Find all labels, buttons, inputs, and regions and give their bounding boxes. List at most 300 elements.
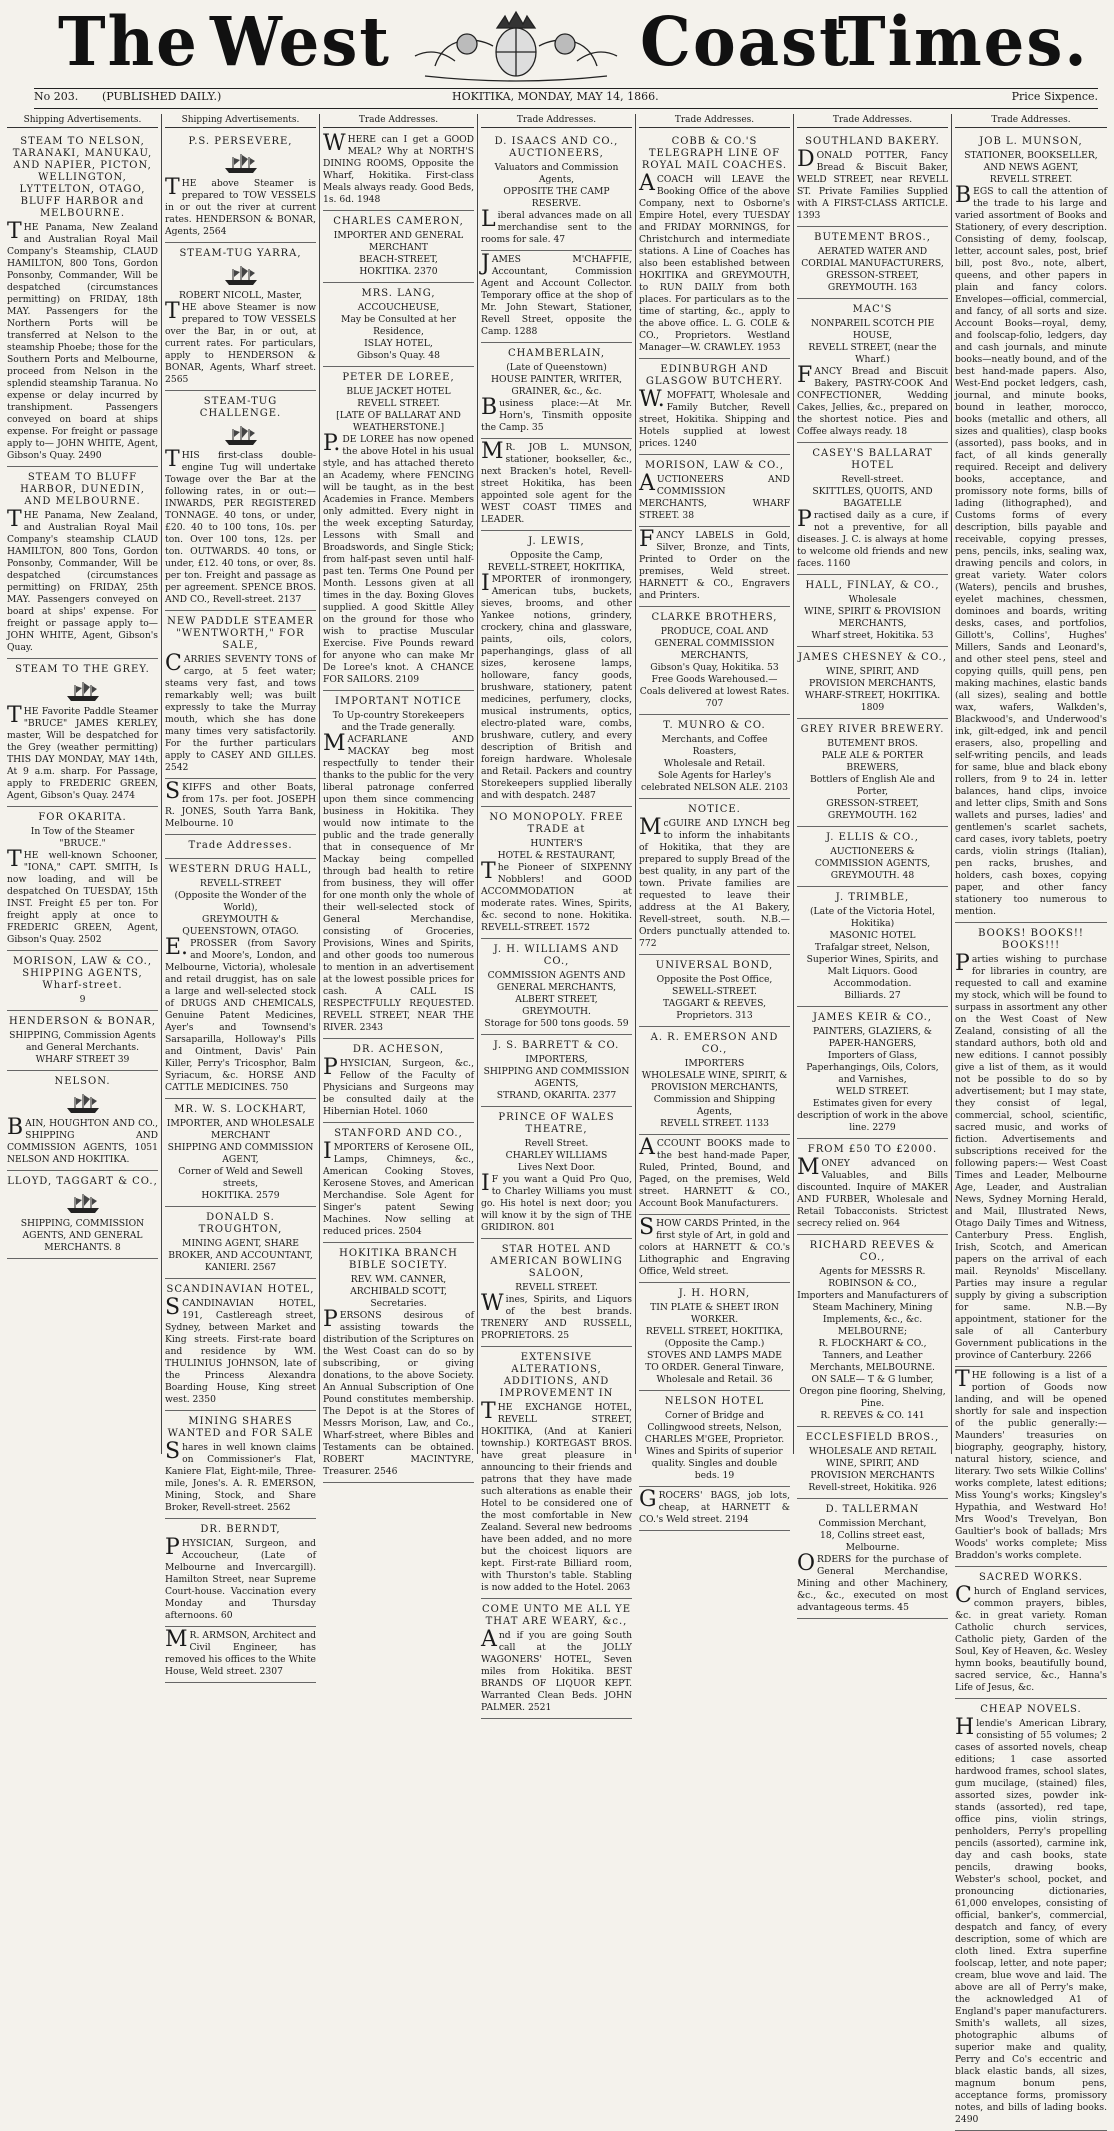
advertisement-title: COBB & CO.'S TELEGRAPH LINE OF ROYAL MAIL COACHES.	[641, 136, 788, 171]
advertisement	[323, 1039, 474, 1123]
advertisement-line: TIN PLATE & SHEET IRON WORKER.	[650, 1302, 779, 1325]
advertisement-line: Storage for 500 tons goods. 59	[484, 1018, 629, 1029]
advertisement-line: Trafalgar street, Nelson,	[814, 942, 931, 953]
masthead-word-the: The	[58, 3, 199, 82]
advertisement	[639, 1391, 790, 1487]
advertisement-line: GREYMOUTH. 48	[830, 870, 915, 881]
advertisement-line: PRODUCE, COAL AND GENERAL COMMISSION MERCHANTS,	[654, 626, 775, 661]
advertisement	[165, 131, 316, 243]
advertisement	[639, 955, 790, 1027]
advertisement-line: Sole Agents for Harley's celebrated NELSON ALE. 2103	[641, 770, 788, 793]
advertisement-line: (Opposite the Camp.)	[664, 1338, 765, 1349]
advertisement-title: T. MUNRO & CO.	[663, 720, 766, 731]
advertisement-line: GRESSON-STREET, GREYMOUTH. 162	[826, 798, 919, 821]
columns	[4, 114, 1110, 2125]
advertisement-title: BUTEMENT BROS.,	[814, 232, 931, 243]
dateline: HOKITIKA, MONDAY, MAY 14, 1866.	[452, 90, 659, 103]
advertisement-line: SHIPPING AND COMMISSION AGENTS,	[483, 1066, 630, 1089]
advertisement-body: Parties wishing to purchase for libraries in country, are requested to call and examine my stock, which will be found to surpass in assortment any other on the West Coast of New Zealand, consisting of all the standard authors, both old and new editions. I cannot possibly give a list of them, as it would not be possible to do so by advertisement; but I may state, they consist of legal, commercial, school, scientific, sacred music, and works of fiction. Advertisements and subscriptions received for the following papers:— West Coast Times and Leader, Melbourne Age, Leader, and Australian News, Sydney Morning Herald, and Mail, Illustrated News, Otago Daily Times and Witness, Canterbury Press. English, Irish, Scotch, and American papers on the arrival of each mail. Reynolds' Miscellany. Parties may insure a regular supply by giving a subscription for same. N.B.—By appointment, stationer for the sale of all Canterbury Government publications in the province of Canterbury. 2266	[955, 951, 1107, 1361]
advertisement	[639, 527, 790, 607]
advertisement-body: IMPORTER of ironmongery, American tubs, buckets, sieves, brooms, and other Yankee notions, grindery, crockery, china and glassware, paints, oils, colors, paperhangings, glass of all sizes, kerosene lamps, holloware, fancy goods, brushware, stationery, patent medicines, perfumery, clocks, musical instruments, optics, electro-plated ware, combs, brushware, cutlery, and every description of British and foreign hardware. Wholesale and Retail. Packers and country Storekeepers supplied liberally and with despatch. 2487	[481, 571, 632, 801]
advertisement	[797, 443, 948, 575]
advertisement-line: NONPAREIL SCOTCH PIE HOUSE,	[810, 318, 935, 341]
steamship-icon	[165, 424, 316, 446]
advertisement-title: JOB L. MUNSON,	[979, 136, 1083, 147]
advertisement	[7, 131, 158, 467]
advertisement-body: The Pioneer of SIXPENNY Nobblers! and GOOD ACCOMMODATION at moderate rates. Wines, Spirits, &c. second to none. Hokitika. REVELL-STREET. 1572	[481, 859, 632, 933]
advertisement	[7, 659, 158, 807]
advertisement-title: J. TRIMBLE,	[835, 892, 910, 903]
advertisement-line: AERATED WATER AND CORDIAL MANUFACTURERS,	[801, 246, 944, 269]
advertisement-line: REVELL-STREET, HOKITIKA,	[487, 562, 626, 573]
steamship-icon	[7, 680, 158, 702]
advertisement-line: STATIONER, BOOKSELLER, AND NEWS AGENT,	[964, 150, 1098, 173]
advertisement-title: MAC'S	[852, 304, 893, 315]
advertisement-title: NO MONOPOLY. FREE TRADE at	[489, 812, 624, 835]
advertisement-line: R. FLOCKHART & CO., Tanners, and Leather Merchants, MELBOURNE.	[810, 1338, 935, 1373]
advertisement	[323, 1123, 474, 1243]
advertisement-line: ON SALE— T & G lumber, Oregon pine flooring, Shelving, Pine.	[799, 1374, 946, 1409]
advertisement-line: REVELL STREET.	[515, 1282, 598, 1293]
advertisement-line: MASONIC HOTEL	[829, 930, 916, 941]
advertisement-title: MORISON, LAW & CO., SHIPPING AGENTS, Wharf-street.	[12, 956, 153, 991]
steamship-icon	[165, 152, 316, 174]
advertisement-title: D. TALLERMAN	[825, 1504, 920, 1515]
advertisement-title: D. ISAACS AND CO., AUCTIONEERS,	[494, 136, 619, 159]
advertisement-line: WHOLESALE WINE, SPIRIT, & PROVISION MERCHANTS,	[641, 1070, 788, 1093]
advertisement-title: J. LEWIS,	[528, 536, 585, 547]
advertisement-title: CHARLES CAMERON,	[333, 216, 464, 227]
advertisement	[639, 1215, 790, 1283]
advertisement	[639, 455, 790, 527]
advertisement-title: SOUTHLAND BAKERY.	[805, 136, 940, 147]
advertisement-title: EDINBURGH AND GLASGOW BUTCHERY.	[645, 364, 784, 387]
advertisement	[797, 1139, 948, 1235]
advertisement-line: Valuators and Commission Agents,	[494, 162, 619, 185]
advertisement	[797, 1007, 948, 1139]
newspaper-column	[320, 114, 478, 1477]
advertisement-title: FOR OKARITA.	[38, 812, 127, 823]
advertisement-body: BAIN, HOUGHTON AND CO., SHIPPING AND COMMISSION AGENTS, 1051 NELSON AND HOKITIKA.	[7, 1115, 158, 1165]
advertisement-title: J. S. BARRETT & CO.	[493, 1040, 620, 1051]
advertisement-body: Liberal advances made on all merchandise sent to the rooms for sale. 47	[481, 207, 632, 245]
advertisement	[7, 807, 158, 951]
steamship-icon	[7, 1092, 158, 1114]
advertisement	[323, 691, 474, 1039]
advertisement-line: HOKITIKA. 2370	[359, 266, 438, 277]
advertisement-line: Agents for MESSRS R. ROBINSON & CO.,	[819, 1266, 926, 1289]
advertisement-title: CLARKE BROTHERS,	[651, 612, 778, 623]
advertisement-title: STEAM TO BLUFF HARBOR, DUNEDIN, AND MELBOURNE.	[20, 472, 145, 507]
advertisement	[165, 835, 316, 859]
advertisement-title: A. R. EMERSON AND CO.,	[650, 1032, 779, 1055]
advertisement-body: Wines, Spirits, and Liquors of the best brands. TRENERY AND RUSSELL, PROPRIETORS. 25	[481, 1291, 632, 1341]
advertisement-body: THE above Steamer is now prepared to TOW VESSELS over the Bar, in or out, at current rates. For particulars, apply to HENDERSON & BONAR, Agents, Wharf street. 2565	[165, 299, 316, 385]
newspaper-column	[162, 114, 320, 1677]
advertisement-body: ACCOUNT BOOKS made to the best hand-made Paper, Ruled, Printed, Bound, and Paged, on the premises, Weld street. HARNETT & CO., Account Book Manufacturers.	[639, 1135, 790, 1209]
issue-rule	[34, 108, 1098, 109]
advertisement-line: SHIPPING AND COMMISSION AGENT,	[167, 1142, 314, 1165]
advertisement-body: THE above Steamer is prepared to TOW VESSELS in or out the river at current rates. HENDERSON & BONAR, Agents, 2564	[165, 175, 316, 237]
advertisement	[639, 1135, 790, 1215]
advertisement-title: J. H. HORN,	[678, 1288, 751, 1299]
advertisement-line: Opposite the Post Office,	[656, 974, 773, 985]
advertisement	[955, 923, 1107, 1367]
advertisement-title: UNIVERSAL BOND,	[655, 960, 774, 971]
advertisement-line: Wharf street, Hokitika. 53	[811, 630, 934, 641]
advertisement-body: Practised daily as a cure, if not a preventive, for all diseases. J. C. is always at home to welcome old friends and new faces. 1160	[797, 507, 948, 569]
advertisement	[7, 1071, 158, 1171]
advertisement-line: GRESSON-STREET, GREYMOUTH. 163	[826, 270, 919, 293]
advertisement-line: ROBERT NICOLL, Master,	[178, 290, 303, 301]
advertisement	[165, 859, 316, 1099]
advertisement-line: ISLAY HOTEL,	[364, 338, 433, 349]
advertisement-body: And if you are going South call at the JOLLY WAGONERS' HOTEL, Seven miles from Hokitika. BEST BRANDS OF LIQUOR KEPT. Warranted Clean Beds. JOHN PALMER. 2521	[481, 1627, 632, 1713]
advertisement	[639, 715, 790, 799]
advertisement-title: STEAM-TUG CHALLENGE.	[199, 396, 282, 419]
advertisement-line: Revell-street.	[841, 474, 904, 485]
advertisement	[797, 1499, 948, 1619]
masthead-word-west: West	[210, 3, 391, 82]
column-heading: Trade Addresses.	[797, 114, 948, 128]
advertisement	[481, 343, 632, 439]
masthead	[0, 0, 1114, 86]
advertisement-line: IMPORTERS	[684, 1058, 745, 1069]
advertisement-line: WHARF STREET 39	[35, 1054, 130, 1065]
advertisement-line: HOKITIKA. 2579	[201, 1190, 280, 1201]
advertisement-title: NOTICE.	[688, 804, 741, 815]
advertisement-line: WINE, SPIRIT, AND PROVISION MERCHANTS,	[809, 666, 936, 689]
advertisement-body: MR. JOB L. MUNSON, stationer, bookseller, &c., next Bracken's hotel, Revell-street Hokitika, has been appointed sole agent for the WEST COAST TIMES and LEADER.	[481, 439, 632, 525]
advertisement	[639, 131, 790, 359]
advertisement-body: Church of England services, common prayers, bibles, &c. in great variety. Roman Catholic church services, Catholic piety, Garden of the Soul, Key of Heaven, &c. Wesley hymn books, beautifully bound, sacred service, &c., Hanna's Life of Jesus, &c.	[955, 1583, 1107, 1693]
advertisement	[639, 1487, 790, 1531]
advertisement-body: IMPORTERS of Kerosene OIL, Lamps, Chimneys, &c., American Cooking Stoves, Kerosene Stoves, and American Merchandise. Sole Agent for Singer's patent Sewing Machines. Now selling at reduced prices. 2504	[323, 1139, 474, 1237]
advertisement-line: In Tow of the Steamer "BRUCE."	[30, 826, 135, 849]
advertisement-line: Merchants, and Coffee Roasters,	[661, 734, 768, 757]
advertisement-title: CHAMBERLAIN,	[507, 348, 606, 359]
advertisement-body: P.DE LOREE has now opened the above Hotel in his usual style, and has attached thereto an Academy, where FENCING will be taught, as in the best Academies in France. Members only admitted. Every night in the week excepting Saturday, Lessons with Small and Broadswords, and Single Stick; from half-past seven until half-past ten. Terms One Pound per Month. Lessons given at all times in the day. Boxing Gloves supplied. A good Skittle Alley on the ground for those who wish to practise Muscular Exercise. Five Pounds reward for anyone who can make Mr De Loree's knot. A CHANCE FOR SAILORS. 2109	[323, 431, 474, 685]
advertisement-title: CASEY'S BALLARAT HOTEL	[812, 448, 933, 471]
advertisement-line: HUNTER'S	[530, 838, 583, 849]
royal-crest-icon	[405, 6, 627, 82]
advertisement-line: HOUSE PAINTER, WRITER, GRAINER, &c., &c.	[490, 374, 623, 397]
advertisement-line: Gibson's Quay, Hokitika. 53	[650, 662, 779, 673]
advertisement-title: WESTERN DRUG HALL,	[168, 864, 313, 875]
advertisement	[7, 1011, 158, 1071]
advertisement	[481, 1347, 632, 1599]
advertisement	[639, 1283, 790, 1391]
column-heading: Shipping Advertisements.	[7, 114, 158, 128]
advertisement-body: MR. ARMSON, Architect and Civil Engineer, has removed his offices to the White House, Weld street. 2307	[165, 1627, 316, 1677]
advertisement-body: THE well-known Schooner, "IONA," CAPT. SMITH, Is now loading, and will be despatched On TUESDAY, 15th INST. Freight £5 per ton. For freight apply at once to FREDERIC GREEN, Agent, Gibson's Quay. 2502	[7, 847, 158, 945]
advertisement-body: DONALD POTTER, Fancy Bread & Biscuit Baker, WELD STREET, near REVELL ST. Private Families Supplied with A FIRST-CLASS ARTICLE. 1393	[797, 147, 948, 221]
advertisement-line: Commission and Shipping Agents,	[653, 1094, 776, 1117]
advertisement-line: GREYMOUTH & QUEENSTOWN, OTAGO.	[182, 914, 299, 937]
advertisement	[797, 827, 948, 887]
advertisement-body: W.MOFFATT, Wholesale and Family Butcher, Revell street, Hokitika. Shipping and Hotels supplied at lowest prices. 1240	[639, 387, 790, 449]
advertisement-line: SHIPPING, COMMISSION AGENTS, AND GENERAL MERCHANTS. 8	[20, 1218, 145, 1253]
advertisement	[955, 1567, 1107, 1699]
advertisement-line: To Up-country Storekeepers and the Trade generally.	[332, 710, 465, 733]
advertisement-body: PHYSICIAN, Surgeon, and Accoucheur, (Late of Melbourne and Invercargill). Hamilton Street, near Supreme Court-house. Vaccination every Monday and Thursday afternoons. 60	[165, 1535, 316, 1621]
advertisement-line: Corner of Bridge and Collingwood streets, Nelson,	[647, 1410, 782, 1433]
advertisement	[323, 1243, 474, 1483]
advertisement-body: THE EXCHANGE HOTEL, REVELL STREET, HOKITIKA, (And at Kanieri township.) KORTEGAST BROS. have great pleasure in announcing to their friends and patrons that they have made such alterations as enable their Hotel to be considered one of the most comfortable in New Zealand. Several new bedrooms have been added, and no more but the choicest liquors are kept. First-rate Billiard room, with Thurston's table. Stabling is now added to the Hotel. 2063	[481, 1399, 632, 1593]
advertisement-title: MRS. LANG,	[361, 288, 436, 299]
advertisement-title: DR. ACHESON,	[352, 1044, 445, 1055]
advertisement-line: KANIERI. 2567	[204, 1262, 277, 1273]
steamship-icon	[165, 264, 316, 286]
advertisement-title: Trade Addresses.	[188, 840, 293, 851]
newspaper-column	[4, 114, 162, 1454]
advertisement-line: (Opposite the Wonder of the World),	[174, 890, 307, 913]
advertisement-body: MACFARLANE AND MACKAY beg most respectfully to tender their thanks to the public for the very liberal patronage conferred upon them since commencing business in Hokitika. They would now intimate to the public and the trade generally that in consequence of Mr Mackay being compelled through bad health to retire from business, they will offer for one month only the whole of their well-selected stock of General Merchandise, consisting of Groceries, Provisions, Wines and Spirits, and other goods too numerous to mention in an advertisement at the lowest possible prices for cash. A CALL IS RESPECTFULLY REQUESTED. REVELL STREET, NEAR THE RIVER. 2343	[323, 731, 474, 1033]
advertisement-line: Wholesale	[848, 594, 897, 605]
advertisement-line: WHOLESALE AND RETAIL	[808, 1446, 937, 1457]
advertisement-line: Revell Street.	[524, 1138, 589, 1149]
advertisement-title: BOOKS! BOOKS!! BOOKS!!!	[978, 928, 1084, 951]
advertisement-line: PAINTERS, GLAZIERS, & PAPER-HANGERS,	[813, 1026, 932, 1049]
advertisement-line: Corner of Weld and Sewell streets,	[178, 1166, 303, 1189]
advertisement-title: STEAM-TUG YARRA,	[179, 248, 302, 259]
column-heading: Trade Addresses.	[481, 114, 632, 128]
advertisement-line: 9	[79, 994, 86, 1005]
advertisement-line: REVELL STREET. 1133	[660, 1118, 769, 1129]
advertisement-line: REVELL STREET, HOKITIKA,	[645, 1326, 784, 1337]
advertisement-body: PERSONS desirous of assisting towards the distribution of the Scriptures on the West Coast can do so by subscribing, or giving donations, to the above Society. An Annual Subscription of One Pound constitutes membership. The Depot is at the Stores of Messrs Morison, Law, and Co., Wharf-street, where Bibles and Testaments can be obtained. ROBERT MACINTYRE, Treasurer. 2546	[323, 1307, 474, 1477]
advertisement-title: MORISON, LAW & CO.,	[644, 460, 785, 471]
advertisement	[639, 607, 790, 715]
issue-bar	[34, 90, 1098, 106]
advertisement-title: SCANDINAVIAN HOTEL,	[166, 1284, 315, 1295]
advertisement-line: AUCTIONEERS & COMMISSION AGENTS,	[814, 846, 931, 869]
advertisement-title: HALL, FINLAY, & CO.,	[805, 580, 940, 591]
advertisement-line: Importers and Manufacturers of Steam Machinery, Mining Implements, &c., &c. MELBOURNE;	[797, 1290, 948, 1337]
advertisement-line: IMPORTERS,	[525, 1054, 588, 1065]
advertisement-title: PRINCE OF WALES THEATRE,	[498, 1112, 615, 1135]
advertisement-title: NELSON HOTEL	[664, 1396, 765, 1407]
advertisement	[7, 1171, 158, 1259]
advertisement	[481, 1239, 632, 1347]
advertisement-line: REVELL STREET.	[357, 398, 440, 409]
advertisement-line: Wholesale and Retail.	[663, 758, 766, 769]
advertisement-title: STEAM TO NELSON, TARANAKI, MANUKAU, AND NAPIER, PICTON, WELLINGTON, LYTTELTON, OTAGO, BLUFF HARBOR and MELBOURNE.	[12, 136, 153, 219]
column-heading: Trade Addresses.	[639, 114, 790, 128]
advertisement-title: STEAM TO THE GREY.	[15, 664, 150, 675]
advertisement-body: PHYSICIAN, Surgeon, &c., Fellow of the Faculty of Physicians and Surgeons may be consulted daily at the Hibernian Hotel. 1060	[323, 1055, 474, 1117]
advertisement-title: JAMES CHESNEY & CO.,	[798, 652, 947, 663]
advertisement-body: JAMES M'CHAFFIE, Accountant, Commission Agent and Account Collector. Temporary office at the shop of Mr. John Stewart, Stationer, Revell Street, opposite the Camp. 1288	[481, 251, 632, 337]
advertisement-title: EXTENSIVE ALTERATIONS, ADDITIONS, AND IMPROVEMENT IN	[499, 1352, 614, 1399]
advertisement-title: CHEAP NOVELS.	[980, 1704, 1082, 1715]
advertisement-line: Wines and Spirits of superior quality. Singles and double beds. 19	[646, 1446, 783, 1481]
advertisement-title: NELSON.	[54, 1076, 111, 1087]
advertisement	[481, 1599, 632, 1719]
advertisement-line: REVELL-STREET	[199, 878, 282, 889]
advertisement-body: GROCERS' BAGS, job lots, cheap, at HARNETT & CO.'s Weld street. 2194	[639, 1487, 790, 1525]
advertisement	[165, 391, 316, 611]
advertisement-line: PALE ALE & PORTER BREWERS,	[821, 750, 924, 773]
advertisement	[165, 1279, 316, 1411]
advertisement-line: WELD STREET.	[836, 1086, 909, 1097]
advertisement	[797, 227, 948, 299]
advertisement-body: THE Panama, New Zealand and Australian Royal Mail Company's Steamship, CLAUD HAMILTON, 800 Tons, Gordon Ponsonby, Commander, Will be despatched (circumstances permitting) on FRIDAY, 18th MAY. Passengers for the Northern Ports will be transferred at Nelson to the steamship Phoebe; those for the Southern Ports and Melbourne, proceed from Nelson in the splendid steamship Taranua. No expense or delay incurred by transhipment. Passengers conveyed on board at ships expense. For freight or passage apply to— JOHN WHITE, Agent, Gibson's Quay. 2490	[7, 219, 158, 461]
advertisement	[7, 951, 158, 1011]
publication-frequency: (PUBLISHED DAILY.)	[102, 90, 222, 103]
column-heading: Trade Addresses.	[323, 114, 474, 128]
advertisement-body: AUCTIONEERS AND COMMISSION MERCHANTS, WHARF STREET. 38	[639, 471, 790, 521]
newspaper-column	[952, 114, 1110, 2125]
advertisement-line: WINE, SPIRIT & PROVISION MERCHANTS,	[804, 606, 941, 629]
advertisement-line: ALBERT STREET, GREYMOUTH.	[515, 994, 598, 1017]
advertisement	[639, 799, 790, 955]
advertisement-title: JAMES KEIR & CO.,	[813, 1012, 932, 1023]
advertisement-line: WINE, SPIRIT, AND PROVISION MERCHANTS	[810, 1458, 935, 1481]
advertisement-title: SACRED WORKS.	[979, 1572, 1083, 1583]
advertisement-body: BEGS to call the attention of the trade to his large and varied assortment of Books and Stationery, of every description. Consisting of demy, foolscap, letter, account sales, post, brief bill, post 8vo., note, albert, queens, and other papers in plain and fancy colors. Envelopes—official, commercial, and fancy, of all sorts and size. Account Books—royal, demy, and foolscap-folio, ledgers, day and cash journals, and minute books—neatly bound, and of the best hand-made papers. Also, West-End pocket ledgers, cash, journal, and minute books, bound in leather, morocco, books (metallic and others, all sizes and qualities), clasp books (assorted), pass books, and in fact, of all kinds generally required. Receipt and delivery books, acceptance, and promissory note forms, bills of lading (lithographed), and Customs forms of every description, bills payable and receivable, copying presses, pens, pencils, inks, sealing wax, drawing pencils and colors, in great variety. Water colors (Waters), pencils and brushes, eyelet machines, chessmen, dominoes and boards, writing desks, cases, and portfolios, Gillott's, Collins', Hughes' Millers, Sands and Leonard's, and other steel pens, steel and copying quills, quill pens, pen making machines, elastic bands (all sizes), sealing and bottle wax, wafers, Walkden's, Blackwood's, and Underwood's ink, gilt-edged, ink and pencil erasers, also, propelling and self-writing pencils, and leads for same, blue and black ebony rollers, from 9 to 24 in. letter balances, hand clips, invoice and letter clips, Smith and Sons wallets and purses, ladies' and gentlemen's scarlet sachets, card cases, ivory tablets, poetry cards, violin strings (Italian), pen racks, brushes, and holders, cash boxes, copying paper, and other fancy stationery too numerous to mention.	[955, 183, 1107, 917]
advertisement	[165, 1519, 316, 1627]
advertisement-body: THIS first-class double-engine Tug will undertake Towage over the Bar at the following rates, in or out:— INWARDS, PER REGISTERED TONNAGE. 40 tons, or under, £20. 40 to 100 tons, 10s. per ton. Over 100 tons, 12s. per ton. OUTWARDS. 40 tons, or under, £12. 40 tons, or over, 8s. per ton. Freight and passage as per agreement. SPENCE BROS. AND CO., Revell-street. 2137	[165, 447, 316, 605]
advertisement	[955, 1699, 1107, 2131]
advertisement-line: (Late of Queenstown)	[506, 362, 607, 373]
advertisement-title: DONALD S. TROUGHTON,	[198, 1212, 283, 1235]
advertisement-line: TAGGART & REEVES, Proprietors. 313	[662, 998, 767, 1021]
advertisement-line: Importers of Glass, Paperhangings, Oils, Colors, and Varnishes,	[806, 1050, 939, 1085]
advertisement-body: ORDERS for the purchase of General Merchandise, Mining and other Machinery, &c., &c., executed on most advantageous terms. 45	[797, 1551, 948, 1613]
advertisement-line: SEWELL-STREET.	[672, 986, 757, 997]
advertisement-line: HOTEL & RESTAURANT,	[497, 850, 616, 861]
advertisement-body: McGUIRE AND LYNCH beg to inform the inhabitants of Hokitika, that they are prepared to supply Bread of the best quality, in any part of the town. Private families are requested to leave their address at the A1 Bakery, Revell-street, south. N.B.—Orders punctually attended to. 772	[639, 815, 790, 949]
advertisement	[797, 647, 948, 719]
advertisement-body: FANCY Bread and Biscuit Bakery, PASTRY-COOK And CONFECTIONER, Wedding Cakes, Jellies, &c., prepared on the shortest notice. Pies and Coffee always ready. 18	[797, 363, 948, 437]
advertisement-line: Lives Next Door.	[517, 1162, 596, 1173]
advertisement-line: REVELL STREET, (near the Wharf.)	[808, 342, 937, 365]
price: Price Sixpence.	[1011, 90, 1098, 103]
issue-number: No 203.	[34, 90, 79, 103]
advertisement-line: Bottlers of English Ale and Porter,	[809, 774, 936, 797]
advertisement-line: 18, Collins street east, Melbourne.	[820, 1530, 925, 1553]
steamship-icon	[7, 1192, 158, 1214]
advertisement-body: SCANDINAVIAN HOTEL, 191, Castlereagh street, Sydney, between Market and King streets. First-rate board and residence by WM. THULINIUS JOHNSON, late of the Princess Alexandra Boarding House, King street west. 2350	[165, 1295, 316, 1405]
advertisement-body: FANCY LABELS in Gold, Silver, Bronze, and Tints, Printed to Order on the premises, Weld street. HARNETT & CO., Engravers and Printers.	[639, 527, 790, 601]
advertisement	[797, 1427, 948, 1499]
advertisement-line: WHARF-STREET, HOKITIKA. 1809	[804, 690, 941, 713]
advertisement	[323, 131, 474, 211]
advertisement-line: [LATE OF BALLARAT AND WEATHERSTONE.]	[336, 410, 461, 433]
advertisement-line: SHIPPING, Commission Agents and General Merchants.	[9, 1030, 156, 1053]
advertisement	[797, 887, 948, 1007]
advertisement-title: FROM £50 TO £2000.	[807, 1144, 938, 1155]
advertisement	[797, 131, 948, 227]
advertisement-line: COMMISSION AGENTS AND GENERAL MERCHANTS,	[487, 970, 626, 993]
advertisement-line: Opposite the Camp,	[510, 550, 603, 561]
advertisement	[481, 939, 632, 1035]
advertisement-body: SHOW CARDS Printed, in the first style of Art, in gold and colors at HARNETT & CO.'s Lithographic and Engraving Office, Weld street.	[639, 1215, 790, 1277]
advertisement-line: OPPOSITE THE CAMP RESERVE.	[503, 186, 610, 209]
advertisement-line: Billiards. 27	[844, 990, 901, 1001]
advertisement-line: CHARLEY WILLIAMS	[505, 1150, 608, 1161]
advertisement-body: E.PROSSER (from Savory and Moore's, London, and Melbourne, Victoria), wholesale and retail druggist, has on sale a large and well-selected stock of DRUGS AND CHEMICALS, Genuine Patent Medicines, Ayer's and Townsend's Sarsaparilla, Holloway's Pills and Ointment, Davis' Pain Killer, Perry's Tricosphor, Balm Syriacum, &c. HORSE AND CATTLE MEDICINES. 750	[165, 935, 316, 1093]
advertisement-body: SKIFFS and other Boats, from 17s. per foot. JOSEPH R. JONES, South Yarra Bank, Melbourne. 10	[165, 779, 316, 829]
advertisement-title: ECCLESFIELD BROS.,	[805, 1432, 940, 1443]
advertisement-body: Business place:—At Mr. Horn's, Tinsmith opposite the Camp. 35	[481, 395, 632, 433]
advertisement-line: ACCOUCHEUSE,	[357, 302, 440, 313]
advertisement	[639, 1027, 790, 1135]
advertisement-line: Commission Merchant,	[818, 1518, 927, 1529]
advertisement	[165, 1411, 316, 1519]
newspaper-column	[478, 114, 636, 1713]
advertisement-line: Gibson's Quay. 48	[357, 350, 440, 361]
advertisement-title: P.S. PERSEVERE,	[188, 136, 293, 147]
advertisement-title: J. H. WILLIAMS AND CO.,	[493, 944, 620, 967]
advertisement-title: HOKITIKA BRANCH BIBLE SOCIETY.	[339, 1248, 458, 1271]
advertisement	[797, 299, 948, 443]
advertisement	[7, 467, 158, 659]
advertisement	[481, 807, 632, 939]
advertisement-line: REVELL STREET.	[989, 174, 1073, 185]
advertisement-title: MINING SHARES WANTED and FOR SALE	[167, 1416, 314, 1439]
advertisement	[955, 1367, 1107, 1567]
advertisement	[165, 243, 316, 391]
masthead-rule	[34, 88, 1098, 89]
advertisement	[797, 719, 948, 827]
advertisement	[481, 439, 632, 531]
column-heading: Trade Addresses.	[955, 114, 1107, 128]
advertisement-line: (Late of the Victoria Hotel, Hokitika)	[809, 906, 936, 929]
advertisement-title: RICHARD REEVES & CO.,	[809, 1240, 936, 1263]
advertisement	[481, 251, 632, 343]
advertisement-body: CARRIES SEVENTY TONS of cargo, at 5 feet water; steams very fast, and tows remarkably well; was built expressly to take the Murray mouth, which she has done many times very satisfactorily. For the further particulars apply to CASEY AND GILLES. 2542	[165, 651, 316, 773]
advertisement	[955, 131, 1107, 923]
advertisement	[481, 1107, 632, 1239]
advertisement	[797, 1235, 948, 1427]
advertisement-line: STOVES AND LAMPS MADE TO ORDER. General Tinware, Wholesale and Retail. 36	[645, 1350, 784, 1385]
column-heading: Shipping Advertisements.	[165, 114, 316, 128]
advertisement-body: IF you want a Quid Pro Quo, to Charley Williams you must go. His hotel is next door; you will know it by the sign of THE GRIDIRON. 801	[481, 1171, 632, 1233]
advertisement-line: CHARLES M'GEE, Proprietor.	[644, 1434, 785, 1445]
advertisement-title: NEW PADDLE STEAMER "WENTWORTH," FOR SALE,	[167, 616, 314, 651]
advertisement-body: THE following is a list of a portion of Goods now landing, and will be opened shortly for sale and inspection of the public generally:— Maunders' treasuries on biography, geography, history, natural history, science, and literary. Two sets Wilkie Collins' works complete, latest editions; Miss Young's works; Kingsley's Hypathia, and Westward Ho! Mrs Wood's Trevelyan, Bon Gaultier's book of ballads; Mrs Woods' works complete; Miss Braddon's works complete.	[955, 1367, 1107, 1561]
advertisement-line: Revell-street, Hokitika. 926	[808, 1482, 937, 1493]
advertisement	[323, 211, 474, 283]
advertisement	[165, 611, 316, 779]
advertisement-body: ACOACH will LEAVE the Booking Office of the above Company, next to Osborne's Empire Hotel, every TUESDAY and FRIDAY MORNINGS, for Christchurch and intermediate stations. A Line of Coaches has also been established between HOKITIKA and GREYMOUTH, to RUN DAILY from both places. For particulars as to the time of starting, &c., apply to the above office. L. G. COLE & CO., Proprietors. Westland Manager—W. CRAWLEY. 1953	[639, 171, 790, 353]
advertisement-title: HENDERSON & BONAR,	[8, 1016, 157, 1027]
advertisement-title: STAR HOTEL AND AMERICAN BOWLING SALOON,	[490, 1244, 623, 1279]
advertisement-line: BEACH-STREET,	[359, 254, 438, 265]
advertisement-line: R. REEVES & CO. 141	[820, 1410, 925, 1421]
advertisement	[165, 779, 316, 835]
advertisement-title: J. ELLIS & CO.,	[826, 832, 919, 843]
advertisement-line: SKITTLES, QUOITS, AND BAGATELLE	[812, 486, 933, 509]
advertisement-title: GREY RIVER BREWERY.	[800, 724, 945, 735]
advertisement-line: Superior Wines, Spirits, and Malt Liquors. Good Accommodation.	[806, 954, 939, 989]
advertisement-body: THE Panama, New Zealand, and Australian Royal Mail Company's steamship CLAUD HAMILTON, 800 Tons, Gordon Ponsonby, Commander, Will be despatched (circumstances permitting) on FRIDAY, 25th MAY. Passengers conveyed on board at ships' expense. For freight or passage apply to— JOHN WHITE, Agent, Gibson's Quay.	[7, 507, 158, 653]
advertisement-title: MR. W. S. LOCKHART,	[174, 1104, 307, 1115]
advertisement	[323, 367, 474, 691]
advertisement	[165, 1207, 316, 1279]
advertisement	[639, 359, 790, 455]
advertisement-line: STRAND, OKARITA. 2377	[496, 1090, 617, 1101]
advertisement-line: REV. WM. CANNER, ARCHIBALD SCOTT, Secretaries.	[350, 1274, 447, 1309]
advertisement-title: DR. BERNDT,	[200, 1524, 281, 1535]
advertisement-title: LLOYD, TAGGART & CO.,	[7, 1176, 158, 1187]
advertisement-title: COME UNTO ME ALL YE THAT ARE WEARY, &c.,	[481, 1604, 632, 1627]
advertisement	[481, 131, 632, 251]
newspaper-column	[636, 114, 794, 1525]
advertisement-body: WHERE can I get a GOOD MEAL? Why at NORTH'S DINING ROOMS, Opposite the Wharf, Hokitika. First-class Meals always ready. Good Beds, 1s. 6d. 1948	[323, 131, 474, 205]
